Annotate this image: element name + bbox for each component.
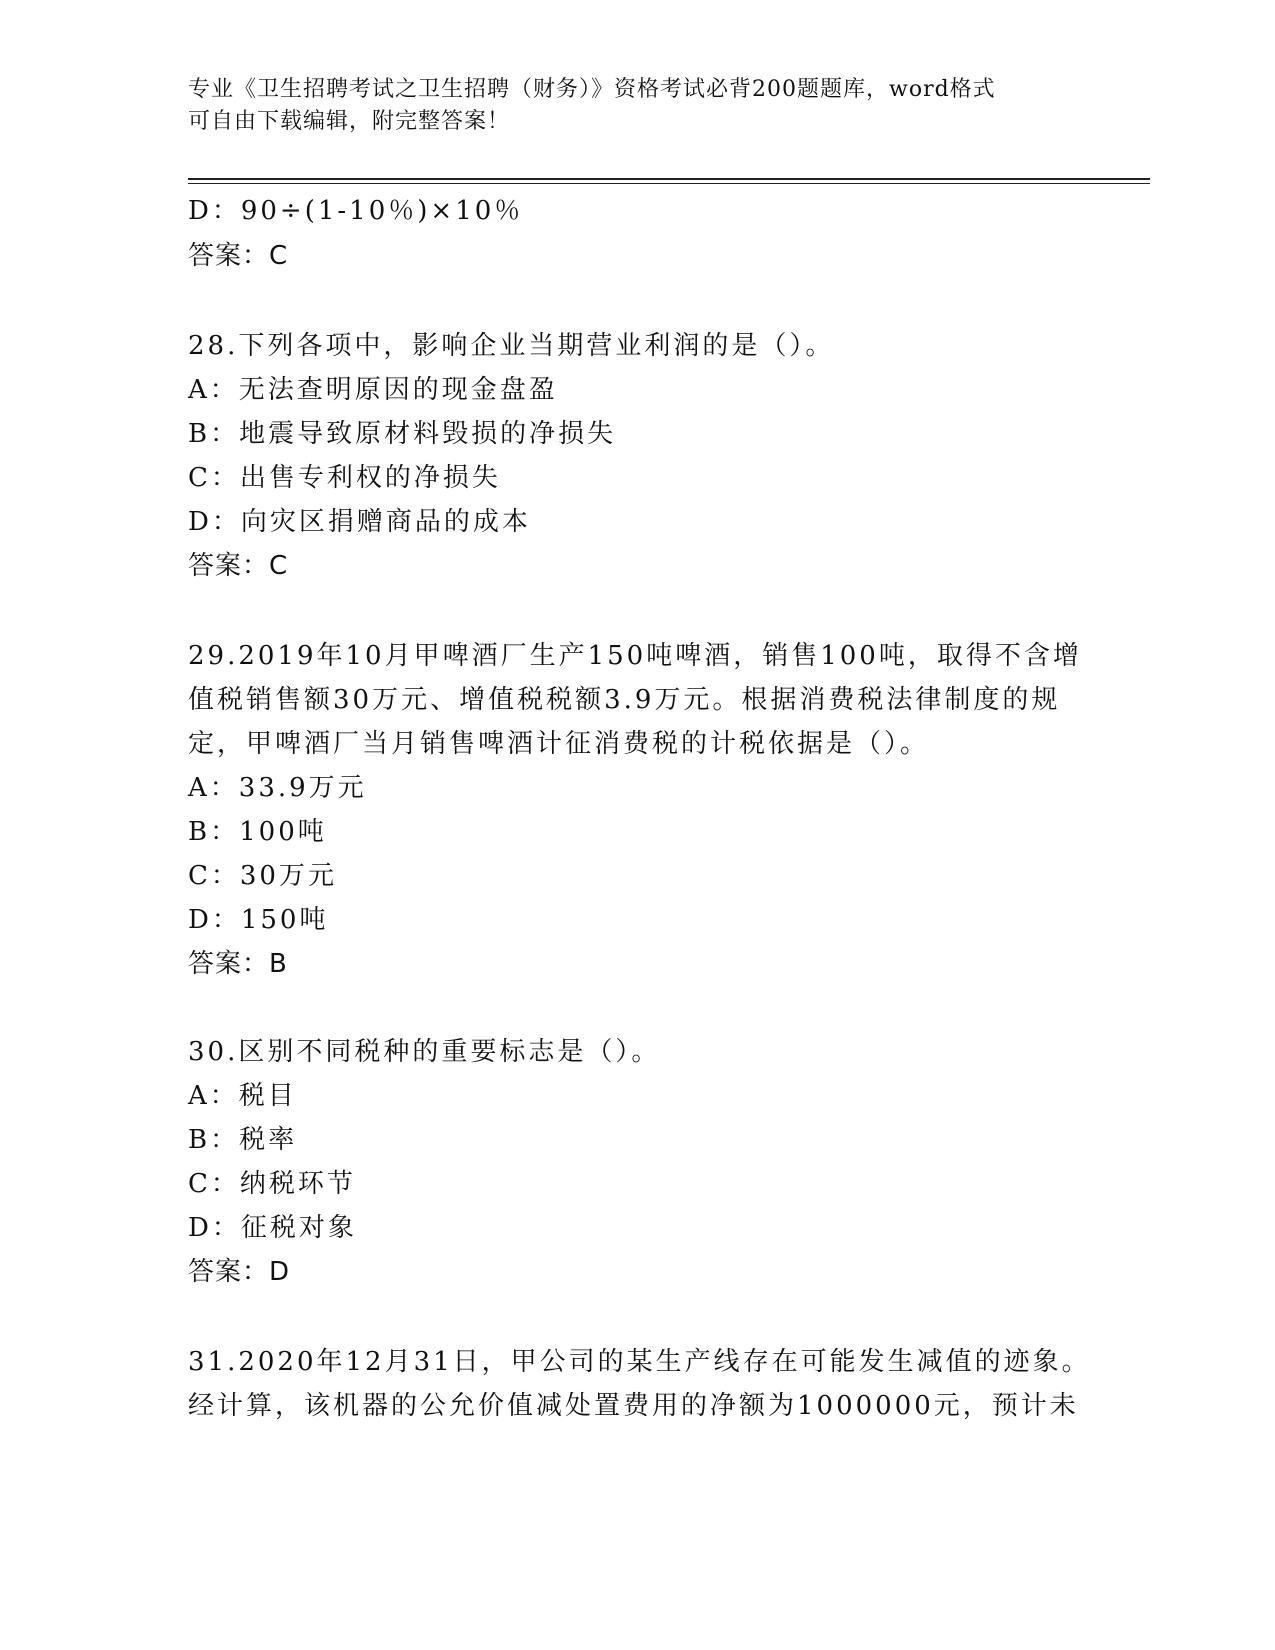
q29-option-c: C：30万元 — [188, 861, 337, 891]
q30-option-c: C：纳税环节 — [188, 1169, 356, 1199]
q28-answer: 答案：C — [188, 551, 289, 581]
q29-stem-line3: 定，甲啤酒厂当月销售啤酒计征消费税的计税依据是（）。 — [188, 729, 930, 759]
prev-option-d: D：90÷(1-10％)×10％ — [188, 196, 524, 226]
q28-option-d: D：向灾区捐赠商品的成本 — [188, 507, 531, 537]
header-divider-thin — [188, 183, 1150, 184]
prev-answer: 答案：C — [188, 241, 289, 271]
q30-option-b: B：税率 — [188, 1125, 298, 1155]
q30-option-d: D：征税对象 — [188, 1213, 357, 1243]
q29-stem-line1: 29.2019年10月甲啤酒厂生产150吨啤酒，销售100吨，取得不含增 — [188, 641, 1082, 671]
document-header — [188, 74, 1088, 138]
q28-stem: 28.下列各项中，影响企业当期营业利润的是（）。 — [188, 331, 835, 361]
q30-answer: 答案：D — [188, 1257, 291, 1287]
q29-answer: 答案：B — [188, 949, 288, 979]
q31-stem-line2: 经计算，该机器的公允价值减处置费用的净额为1000000元，预计未 — [188, 1391, 1079, 1421]
header-divider — [188, 178, 1150, 180]
q28-option-a: A：无法查明原因的现金盘盈 — [188, 375, 558, 405]
q30-option-a: A：税目 — [188, 1081, 297, 1111]
q29-option-b: B：100吨 — [188, 817, 327, 847]
q29-stem-line2: 值税销售额30万元、增值税税额3.9万元。根据消费税法律制度的规 — [188, 685, 1061, 715]
q29-option-a: A：33.9万元 — [188, 773, 367, 803]
header-title-line1: 专业《卫生招聘考试之卫生招聘（财务）》资格考试必背200题题库，word格式 — [188, 77, 996, 102]
q31-stem-line1: 31.2020年12月31日，甲公司的某生产线存在可能发生减值的迹象。 — [188, 1347, 1091, 1377]
q29-option-d: D：150吨 — [188, 905, 329, 935]
header-title-line2: 可自由下载编辑，附完整答案！ — [188, 109, 511, 134]
q28-option-b: B：地震导致原材料毁损的净损失 — [188, 419, 617, 449]
q30-stem: 30.区别不同税种的重要标志是（）。 — [188, 1037, 661, 1067]
q28-option-c: C：出售专利权的净损失 — [188, 463, 501, 493]
